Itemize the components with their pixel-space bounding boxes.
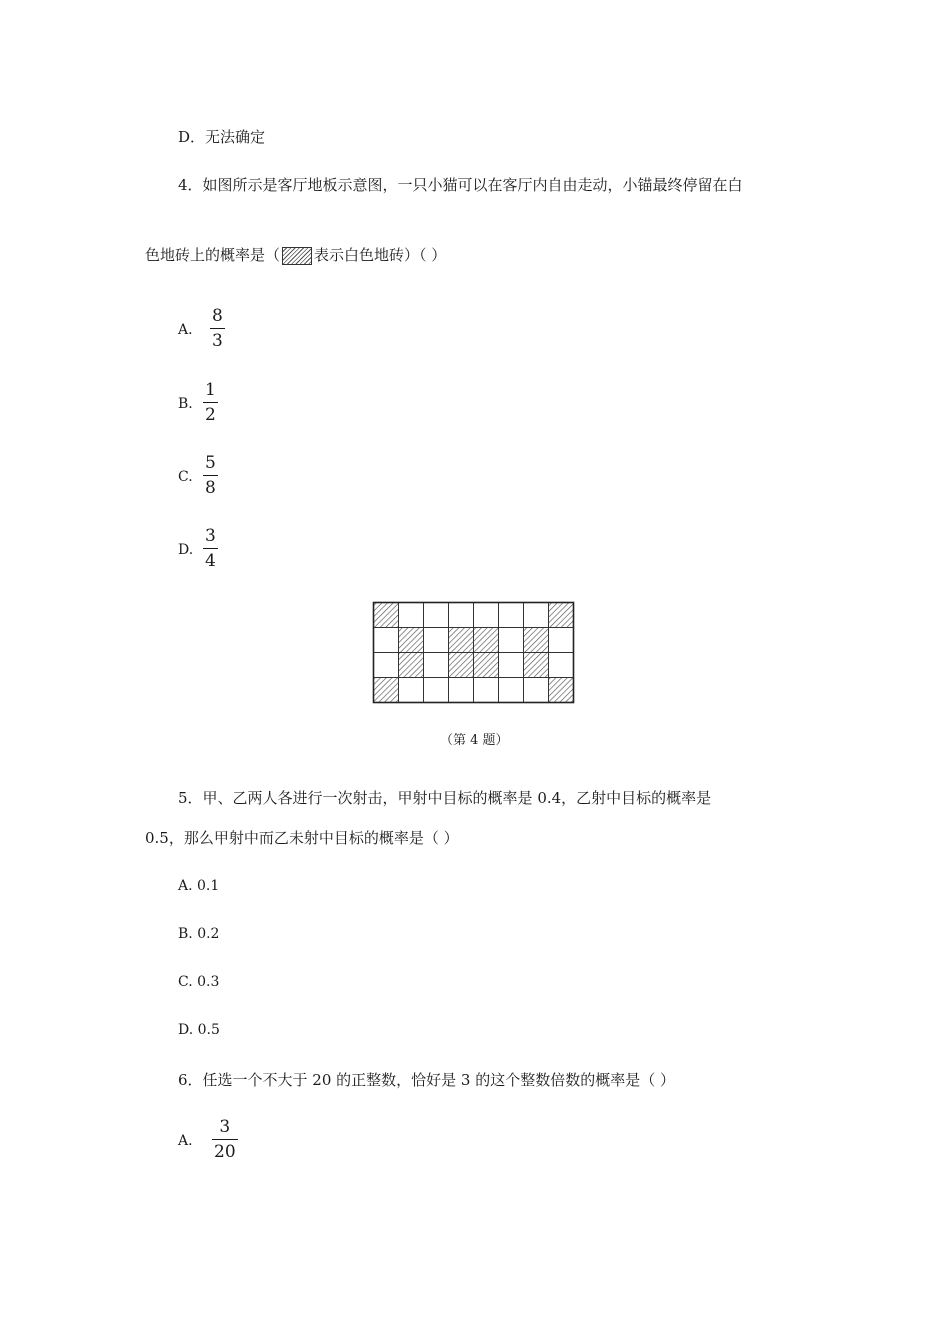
hatched-tile <box>549 678 574 703</box>
q5-option-c: C. 0.3 <box>178 974 220 990</box>
plain-tile <box>549 628 574 653</box>
plain-tile <box>449 678 474 703</box>
q6-option-a-fraction <box>212 1117 238 1162</box>
q4-option-c-fraction <box>203 453 218 498</box>
q3-option-d: D．无法确定 <box>178 128 266 146</box>
plain-tile <box>499 628 524 653</box>
fraction-bar <box>203 548 218 549</box>
fraction-denominator: 3 <box>212 331 223 351</box>
hatched-tile <box>374 678 399 703</box>
plain-tile <box>424 603 449 628</box>
hatched-tile <box>524 628 549 653</box>
plain-tile <box>524 603 549 628</box>
fraction-numerator: 5 <box>205 453 216 473</box>
fraction-bar <box>212 1139 238 1140</box>
plain-tile <box>499 653 524 678</box>
plain-tile <box>499 603 524 628</box>
fraction-bar <box>210 328 225 329</box>
plain-tile <box>524 678 549 703</box>
q6-option-a-label: A. <box>178 1133 193 1149</box>
fraction-denominator: 2 <box>205 405 216 425</box>
fraction-denominator: 4 <box>205 551 216 571</box>
plain-tile <box>449 603 474 628</box>
plain-tile <box>549 653 574 678</box>
hatched-tile <box>449 628 474 653</box>
plain-tile <box>374 628 399 653</box>
q4-stem-suffix: 表示白色地砖）（ ） <box>314 246 447 264</box>
hatched-tile <box>374 603 399 628</box>
q4-stem-prefix: 色地砖上的概率是（ <box>145 246 281 264</box>
floor-tile-grid-figure <box>372 601 576 707</box>
hatched-tile <box>449 653 474 678</box>
plain-tile <box>374 653 399 678</box>
q4-option-a-label: A. <box>178 322 193 338</box>
fraction-bar <box>203 475 218 476</box>
q4-stem-line2 <box>145 245 446 265</box>
plain-tile <box>399 603 424 628</box>
q6-stem: 6．任选一个不大于 20 的正整数，恰好是 3 的这个整数倍数的概率是（ ） <box>178 1071 676 1089</box>
q4-stem-line1: 4．如图所示是客厅地板示意图，一只小猫可以在客厅内自由走动，小锚最终停留在白 <box>178 176 743 194</box>
fraction-denominator: 20 <box>214 1142 236 1162</box>
q4-option-a-fraction <box>210 306 225 351</box>
q4-option-b-fraction <box>203 380 218 425</box>
fraction-bar <box>203 402 218 403</box>
plain-tile <box>424 628 449 653</box>
plain-tile <box>424 678 449 703</box>
plain-tile <box>474 603 499 628</box>
q5-stem-line2: 0.5，那么甲射中而乙未射中目标的概率是（ ） <box>145 829 459 847</box>
q5-option-a: A. 0.1 <box>178 878 220 894</box>
q5-option-b: B. 0.2 <box>178 926 220 942</box>
fraction-numerator: 8 <box>212 306 223 326</box>
fraction-numerator: 1 <box>205 380 216 400</box>
q4-option-c-label: C. <box>178 469 193 485</box>
q5-stem-line1: 5．甲、乙两人各进行一次射击，甲射中目标的概率是 0.4，乙射中目标的概率是 <box>178 789 712 807</box>
fraction-numerator: 3 <box>219 1117 231 1137</box>
hatched-tile <box>549 603 574 628</box>
hatched-tile <box>474 628 499 653</box>
hatched-tile <box>474 653 499 678</box>
plain-tile <box>399 678 424 703</box>
fraction-numerator: 3 <box>205 526 216 546</box>
q4-option-d-label: D. <box>178 542 194 558</box>
fraction-denominator: 8 <box>205 478 216 498</box>
hatched-tile <box>524 653 549 678</box>
hatched-tile <box>399 628 424 653</box>
hatched-tile <box>399 653 424 678</box>
figure-caption: （第 4 题） <box>440 733 509 748</box>
q4-option-d-fraction <box>203 526 218 571</box>
hatched-tile-icon <box>282 247 312 265</box>
plain-tile <box>499 678 524 703</box>
q4-option-b-label: B. <box>178 396 193 412</box>
q5-option-d: D. 0.5 <box>178 1022 220 1038</box>
plain-tile <box>424 653 449 678</box>
plain-tile <box>474 678 499 703</box>
